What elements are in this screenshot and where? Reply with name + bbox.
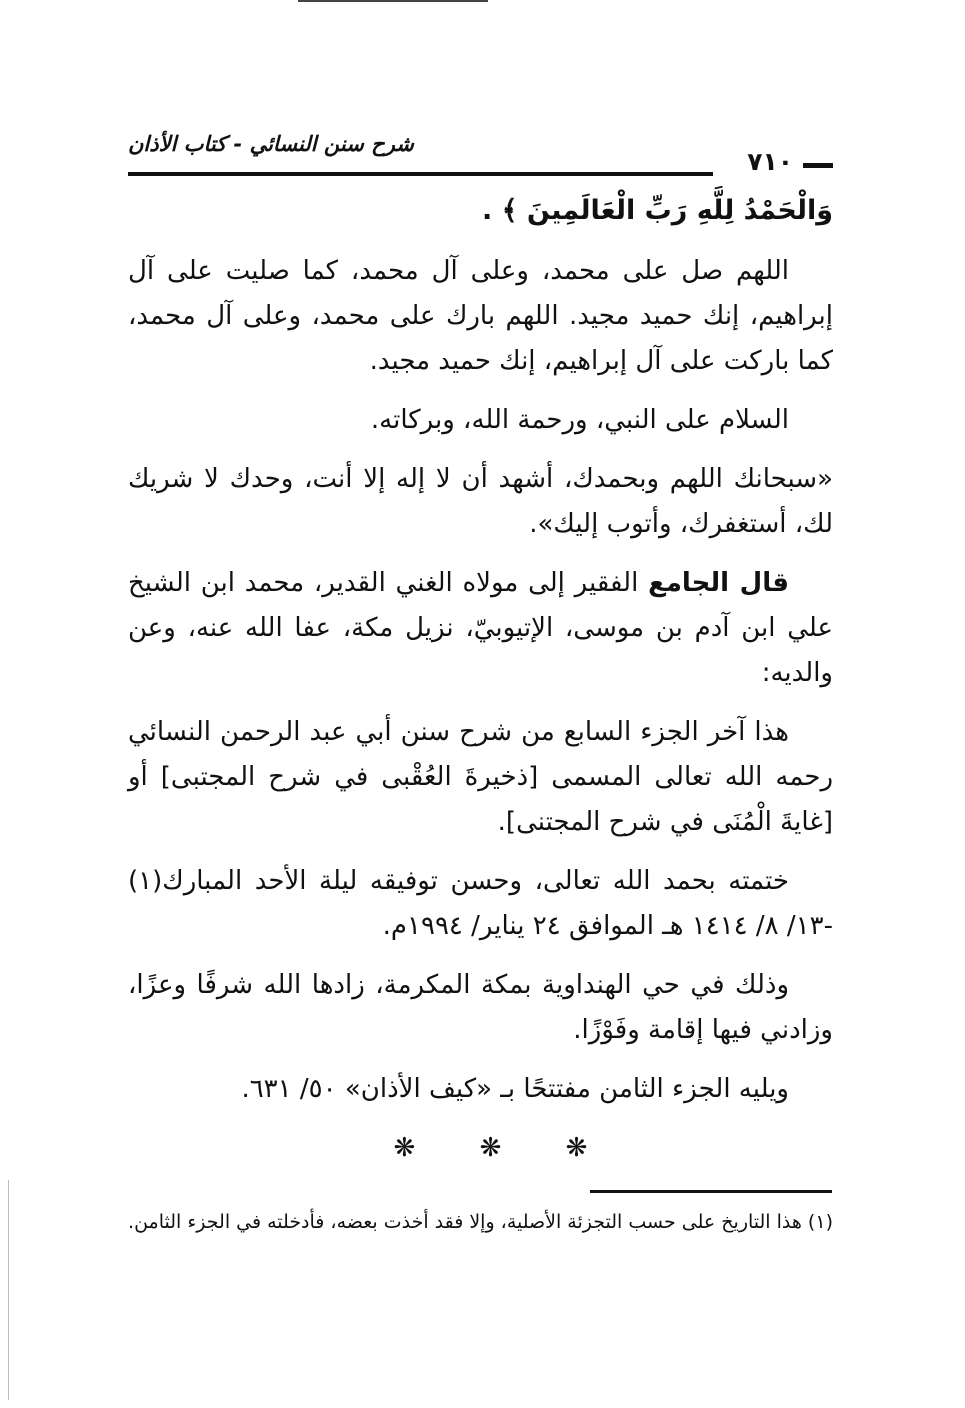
- footnote-rule: [590, 1190, 832, 1193]
- paragraph-subhanak: «سبحانك اللهم وبحمدك، أشهد أن لا إله إلا أنت، وحدك لا شريك لك، أستغفرك، وأتوب إليك».: [128, 464, 833, 539]
- paragraph-qal-al-jami: [128, 561, 833, 696]
- paragraph-salam: السلام على النبي، ورحمة الله، وبركاته.: [370, 405, 789, 435]
- header-rule: [128, 172, 713, 176]
- paragraph-next-part: ويليه الجزء الثامن مفتتحًا بـ «كيف الأذان» ٥٠/ ٦٣١.: [241, 1074, 789, 1104]
- top-scan-rule: [298, 0, 488, 2]
- paragraph-end-of-part: هذا آخر الجزء السابع من شرح سنن أبي عبد الرحمن النسائي رحمه الله تعالى المسمى [ذخيرةَ العُقْبى في شرح المجتبى] أو [غايةَ الْمُنَى في شرح المجتنى].: [128, 717, 833, 837]
- qal-label: قال الجامع: [648, 568, 789, 598]
- section-separator: ❋ ❋ ❋: [393, 1133, 616, 1163]
- scan-edge-line: [8, 1180, 9, 1400]
- page-header: [128, 128, 833, 178]
- paragraph-salat-ibrahimiyya: اللهم صل على محمد، وعلى آل محمد، كما صليت على آل إبراهيم، إنك حميد مجيد. اللهم بارك على محمد، وعلى آل محمد، كما باركت على آل إبراهيم، إنك حميد مجيد.: [128, 256, 833, 376]
- page-number-dash: [803, 163, 833, 168]
- paragraph-completion-date: ختمته بحمد الله تعالى، وحسن توفيقه ليلة الأحد المبارك(١) -١٣/ ٨/ ١٤١٤ هـ الموافق ٢٤ يناير/ ١٩٩٤م.: [128, 866, 833, 941]
- qal-text: الفقير إلى مولاه الغني القدير، محمد ابن الشيخ علي ابن آدم بن موسى، الإتيوبيّ، نزيل مكة، عفا الله عنه، وعن والديه:: [128, 568, 833, 688]
- quran-verse-ending: وَالْحَمْدُ لِلَّهِ رَبِّ الْعَالَمِينَ ﴾ .: [482, 195, 833, 226]
- running-title: شرح سنن النسائي - كتاب الأذان: [128, 132, 414, 156]
- paragraph-location: وذلك في حي الهنداوية بمكة المكرمة، زادها الله شرفًا وعزًا، وزادني فيها إقامة وفَوْزًا.: [128, 970, 833, 1045]
- main-text: [128, 188, 833, 1171]
- page-number: ٧١٠: [747, 147, 793, 176]
- footnote: (١) هذا التاريخ على حسب التجزئة الأصلية، وإلا فقد أخذت بعضه، فأدخلته في الجزء الثامن.: [128, 1211, 833, 1233]
